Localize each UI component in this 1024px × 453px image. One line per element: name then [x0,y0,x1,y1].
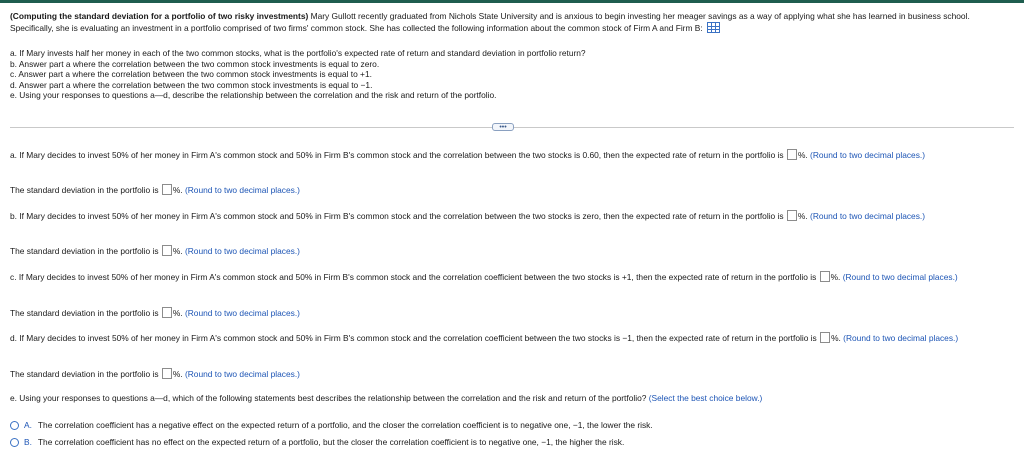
sd-label: The standard deviation in the portfolio is [10,185,159,195]
part-d-sd-input[interactable] [162,368,172,379]
question-d: d. Answer part a where the correlation between the two common stock investments is equal to −1. [10,79,373,90]
radio-a[interactable] [10,421,19,430]
percent-label: %. [797,150,808,160]
percent-label: %. [830,272,841,282]
percent-label: %. [172,246,183,256]
choice-a[interactable] [10,419,1014,431]
part-c-return-row [10,271,1014,283]
part-b-sd-input[interactable] [162,245,172,256]
choice-a-text: The correlation coefficient has a negative effect on the expected return of a portfolio, and the closer the correlation coefficient is to negative one, −1, the lower the risk. [37,420,653,430]
data-table-icon[interactable] [707,22,720,33]
percent-label: %. [172,185,183,195]
round-hint: (Round to two decimal places.) [842,272,958,282]
part-b-text: b. If Mary decides to invest 50% of her money in Firm A's common stock and 50% in Firm B's common stock and the correlation between the two stocks is zero, then the expected rate of return in the portfolio is [10,211,784,221]
part-c-sd-input[interactable] [162,307,172,318]
choice-b-text: The correlation coefficient has no effect on the expected return of a portfolio, but the closer the correlation coefficient is to negative one, −1, the higher the risk. [37,437,625,447]
part-a-sd-input[interactable] [162,184,172,195]
round-hint: (Round to two decimal places.) [184,369,300,379]
round-hint: (Round to two decimal places.) [843,333,959,343]
choice-b[interactable] [10,436,1014,448]
question-b: b. Answer part a where the correlation between the two common stock investments is equal to zero. [10,58,380,69]
part-d-return-input[interactable] [820,332,830,343]
round-hint: (Round to two decimal places.) [810,211,926,221]
part-b-return-row [10,210,1014,222]
sd-label: The standard deviation in the portfolio is [10,246,159,256]
part-a-return-row [10,149,1014,161]
part-e-row [10,392,1014,404]
question-a: a. If Mary invests half her money in each of the two common stocks, what is the portfolio's expected rate of return and standard deviation in portfolio return? [10,48,586,58]
part-e-text: e. Using your responses to questions a—d, which of the following statements best describes the relationship between the correlation and the risk and return of the portfolio? [10,393,647,403]
top-accent-bar [0,0,1024,3]
round-hint: (Round to two decimal places.) [184,308,300,318]
part-a-sd-row [10,184,1014,196]
choice-b-letter: B. [24,437,32,447]
part-d-sd-row [10,368,1014,380]
radio-b[interactable] [10,438,19,447]
part-d-text: d. If Mary decides to invest 50% of her money in Firm A's common stock and 50% in Firm B's common stock and the correlation coefficient between the two stocks is −1, then the expected rate of return in the portfolio is [10,333,817,343]
percent-label: %. [172,308,183,318]
expand-more-button[interactable]: ••• [492,123,514,131]
problem-intro [10,10,1005,34]
round-hint: (Round to two decimal places.) [184,246,300,256]
part-a-text: a. If Mary decides to invest 50% of her money in Firm A's common stock and 50% in Firm B's common stock and the correlation between the two stocks is 0.60, then the expected rate of return in the portfolio is [10,150,784,160]
part-c-return-input[interactable] [820,271,830,282]
percent-label: %. [172,369,183,379]
part-b-sd-row [10,245,1014,257]
problem-title: (Computing the standard deviation for a portfolio of two risky investments) [10,11,309,21]
sd-label: The standard deviation in the portfolio is [10,308,159,318]
problem-text: Mary Gullott recently graduated from Nichols State University and is anxious to begin investing her meager savings as a way of applying what she has learned in business school. Specifically, she is evaluating an investment in a portfolio comprised of two firms' common stock. She has collected the following information about the common stock of Firm A and Firm B: [10,11,970,33]
question-c: c. Answer part a where the correlation between the two common stock investments is equal to +1. [10,69,372,79]
round-hint: (Round to two decimal places.) [184,185,300,195]
round-hint: (Round to two decimal places.) [810,150,926,160]
part-b-return-input[interactable] [787,210,797,221]
choice-a-letter: A. [24,420,32,430]
sd-label: The standard deviation in the portfolio is [10,369,159,379]
question-list [10,48,586,101]
part-a-return-input[interactable] [787,149,797,160]
part-c-text: c. If Mary decides to invest 50% of her money in Firm A's common stock and 50% in Firm B's common stock and the correlation coefficient between the two stocks is +1, then the expected rate of return in the portfolio is [10,272,817,282]
percent-label: %. [797,211,808,221]
part-c-sd-row [10,307,1014,319]
part-d-return-row [10,332,1014,344]
percent-label: %. [831,333,841,343]
select-hint: (Select the best choice below.) [648,393,763,403]
question-e: e. Using your responses to questions a—d, describe the relationship between the correlation and the risk and return of the portfolio. [10,90,497,100]
